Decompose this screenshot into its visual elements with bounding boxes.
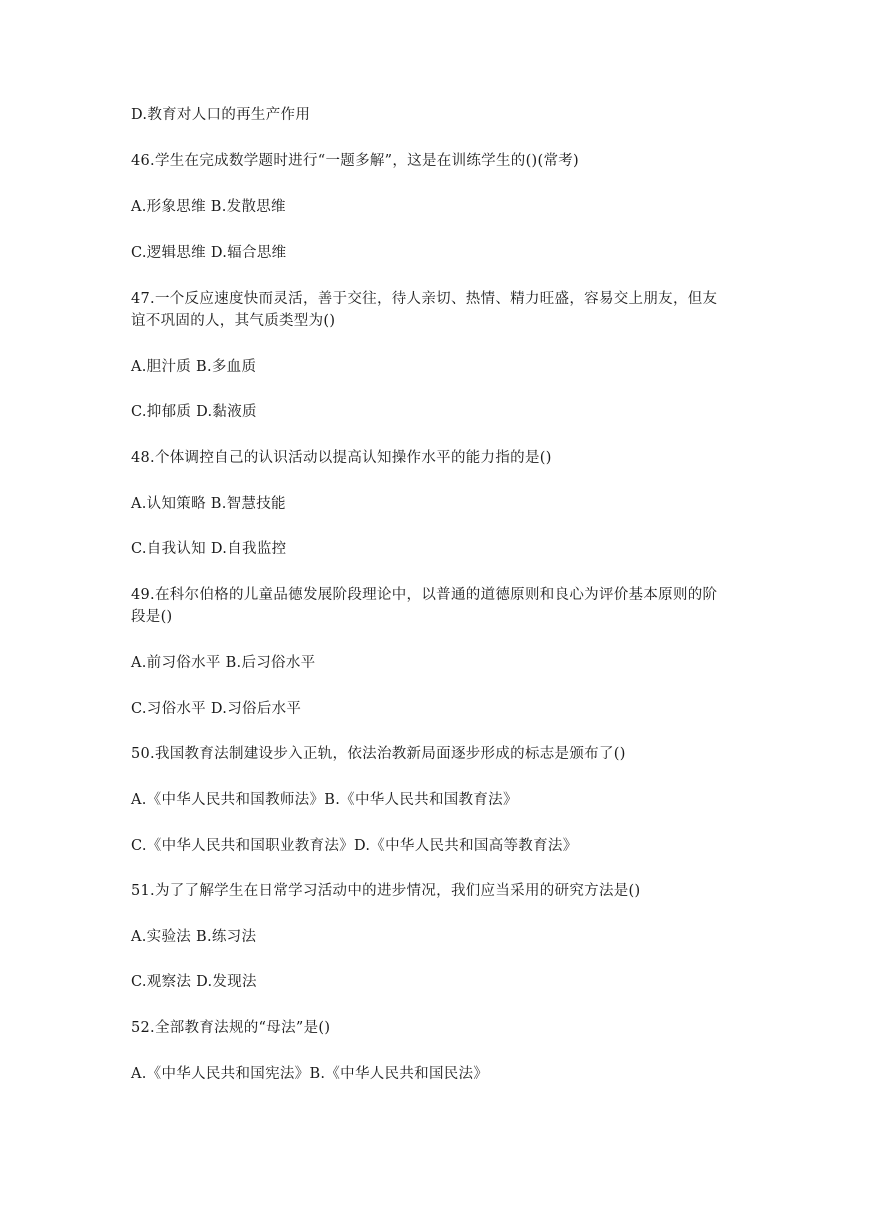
question-49: 49.在科尔伯格的儿童品德发展阶段理论中，以普通的道德原则和良心为评价基本原则的阶 bbox=[131, 587, 718, 603]
question-46: 46.学生在完成数学题时进行“一题多解”，这是在训练学生的()(常考) bbox=[131, 153, 580, 169]
option-line: C.习俗水平 D.习俗后水平 bbox=[131, 701, 302, 717]
question-47: 47.一个反应速度快而灵活，善于交往，待人亲切、热情、精力旺盛，容易交上朋友，但友 bbox=[131, 291, 718, 307]
option-line: A.《中华人民共和国宪法》B.《中华人民共和国民法》 bbox=[131, 1066, 489, 1082]
option-line: A.前习俗水平 B.后习俗水平 bbox=[131, 655, 316, 671]
option-line: A.实验法 B.练习法 bbox=[131, 929, 257, 945]
option-line: C.抑郁质 D.黏液质 bbox=[131, 404, 257, 420]
option-line: C.《中华人民共和国职业教育法》D.《中华人民共和国高等教育法》 bbox=[131, 838, 578, 854]
question-47-continued: 谊不巩固的人，其气质类型为() bbox=[131, 313, 336, 329]
option-line: C.观察法 D.发现法 bbox=[131, 974, 257, 990]
question-49-continued: 段是() bbox=[131, 609, 173, 625]
option-line: D.教育对人口的再生产作用 bbox=[131, 107, 311, 123]
question-51: 51.为了了解学生在日常学习活动中的进步情况，我们应当采用的研究方法是() bbox=[131, 883, 641, 899]
option-line: A.胆汁质 B.多血质 bbox=[131, 359, 257, 375]
option-line: C.逻辑思维 D.辐合思维 bbox=[131, 245, 287, 261]
option-line: A.认知策略 B.智慧技能 bbox=[131, 496, 286, 512]
option-line: C.自我认知 D.自我监控 bbox=[131, 541, 287, 557]
option-line: A.《中华人民共和国教师法》B.《中华人民共和国教育法》 bbox=[131, 792, 518, 808]
option-line: A.形象思维 B.发散思维 bbox=[131, 199, 286, 215]
question-50: 50.我国教育法制建设步入正轨，依法治教新局面逐步形成的标志是颁布了() bbox=[131, 746, 626, 762]
question-48: 48.个体调控自己的认识活动以提高认知操作水平的能力指的是() bbox=[131, 450, 552, 466]
question-52: 52.全部教育法规的“母法”是() bbox=[131, 1020, 331, 1036]
